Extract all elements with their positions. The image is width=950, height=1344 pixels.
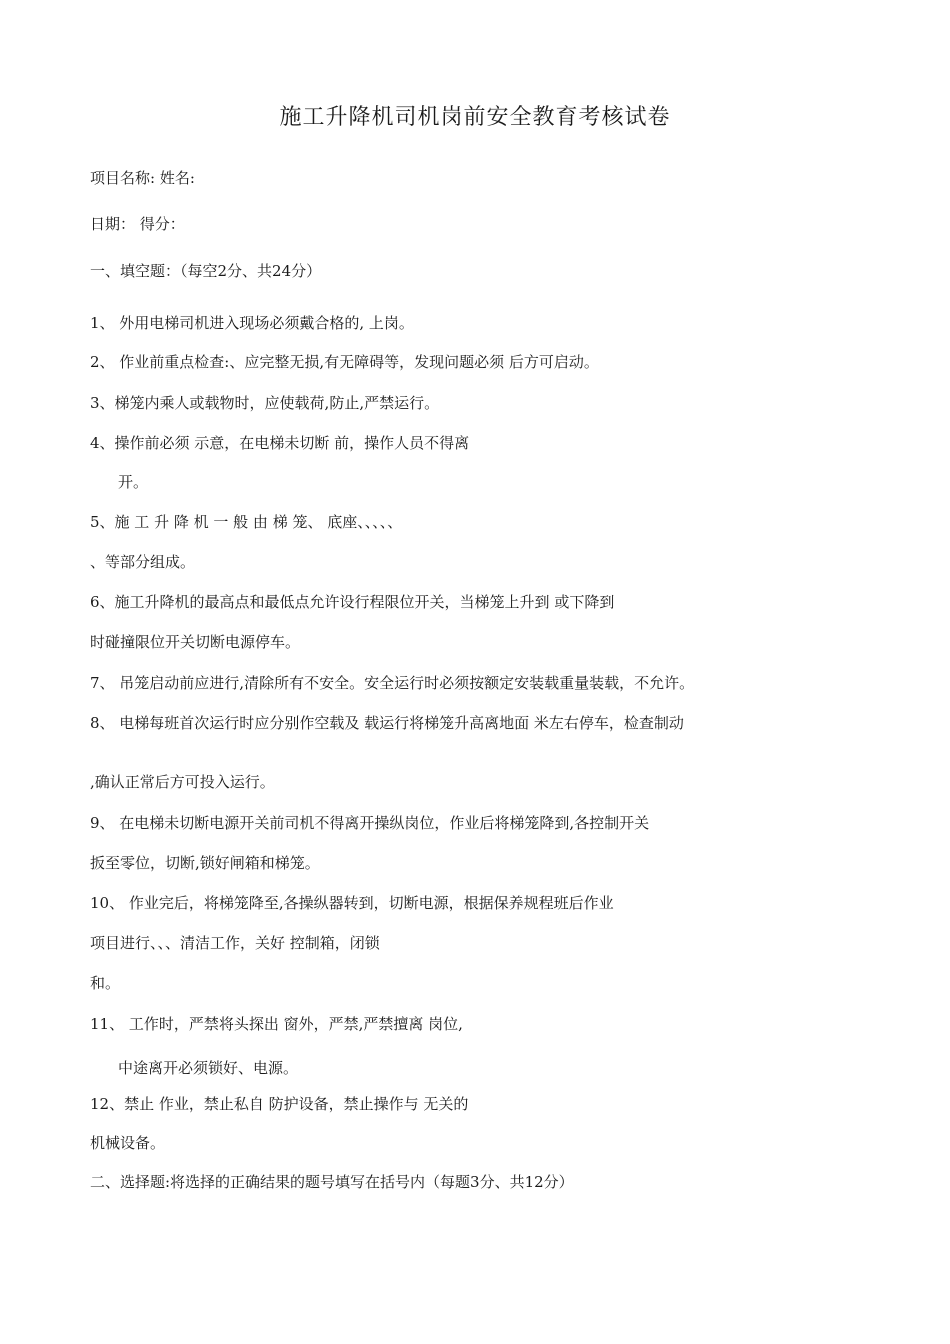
question-line: ,确认正常后方可投入运行。 [90, 773, 275, 791]
project-name-line: 项目名称: 姓名: [90, 169, 195, 187]
question-line: 8、 电梯每班首次运行时应分别作空载及 载运行将梯笼升高离地面 米左右停车，检查制动 [90, 714, 684, 732]
question-line: 中途离开必须锁好、电源。 [118, 1059, 299, 1077]
question-line: 1、 外用电梯司机进入现场必须戴合格的, 上岗。 [90, 314, 414, 332]
question-line: 6、施工升降机的最高点和最低点允许设行程限位开关，当梯笼上升到 或下降到 [90, 593, 615, 611]
question-line: 4、操作前必须 示意，在电梯未切断 前，操作人员不得离 [90, 434, 470, 452]
question-line: 时碰撞限位开关切断电源停车。 [90, 633, 301, 651]
question-line: 9、 在电梯未切断电源开关前司机不得离开操纵岗位，作业后将梯笼降到,各控制开关 [90, 814, 650, 832]
question-line: 12、禁止 作业，禁止私自 防护设备，禁止操作与 无关的 [90, 1095, 469, 1113]
question-line: 11、 工作时，严禁将头探出 窗外，严禁,严禁擅离 岗位, [90, 1015, 463, 1033]
question-line: 7、 吊笼启动前应进行,清除所有不安全。安全运行时必须按额定安装载重量装载，不允许。 [90, 674, 695, 692]
question-line: 5、施 工 升 降 机 一 般 由 梯 笼、 底座、、、、、 [90, 513, 403, 531]
question-line: 10、 作业完后，将梯笼降至,各操纵器转到，切断电源，根据保养规程班后作业 [90, 894, 614, 912]
section1-heading: 一、填空题：（每空2分、共24分） [90, 262, 322, 280]
question-line: 开。 [118, 473, 149, 491]
question-line: 项目进行、、、清洁工作，关好 控制箱，闭锁 [90, 934, 380, 952]
date-score-line: 日期： 得分： [90, 215, 185, 233]
question-line: 3、梯笼内乘人或载物时，应使载荷,防止,严禁运行。 [90, 394, 440, 412]
question-line: 、等部分组成。 [90, 553, 196, 571]
question-line: 和。 [90, 974, 121, 992]
question-line: 机械设备。 [90, 1134, 166, 1152]
section2-heading: 二、选择题:将选择的正确结果的题号填写在括号内（每题3分、共12分） [90, 1173, 574, 1191]
page-title: 施工升降机司机岗前安全教育考核试卷 [279, 105, 671, 130]
question-line: 2、 作业前重点检查:、应完整无损,有无障碍等，发现问题必须 后方可启动。 [90, 353, 599, 371]
question-line: 扳至零位，切断,锁好闸箱和梯笼。 [90, 854, 320, 872]
